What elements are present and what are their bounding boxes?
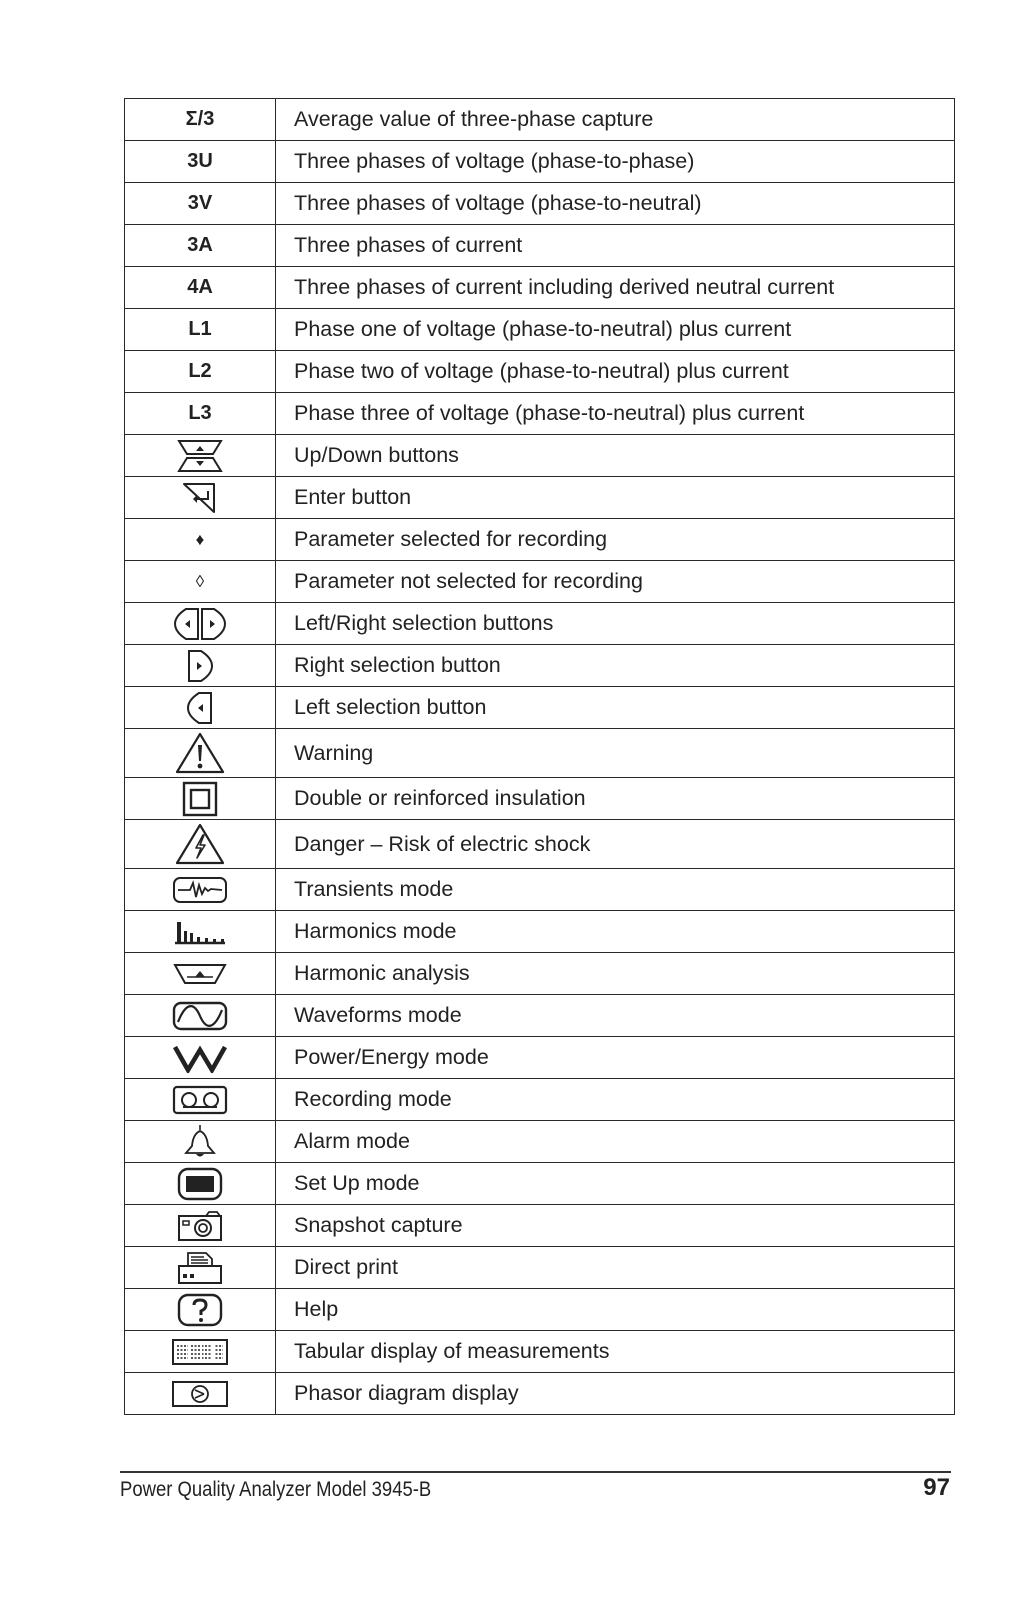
- symbol-cell: [125, 953, 276, 995]
- electric-shock-icon: [174, 822, 226, 866]
- symbol-cell: 3A: [125, 225, 276, 267]
- table-row: [125, 477, 955, 519]
- symbol-cell: L2: [125, 351, 276, 393]
- description-cell: Average value of three-phase capture: [276, 99, 955, 141]
- harmonics-mode-icon: [172, 919, 228, 945]
- phasor-diagram-icon: [171, 1380, 229, 1408]
- alarm-mode-icon: [180, 1124, 220, 1160]
- symbol-cell: [125, 820, 276, 869]
- table-row: [125, 1079, 955, 1121]
- table-row: [125, 267, 955, 309]
- symbol-cell: [125, 1373, 276, 1415]
- table-row: [125, 645, 955, 687]
- table-row: [125, 225, 955, 267]
- table-row: [125, 1331, 955, 1373]
- table-row: [125, 953, 955, 995]
- symbol-cell: [125, 729, 276, 778]
- symbol-cell: L1: [125, 309, 276, 351]
- symbol-cell: [125, 1289, 276, 1331]
- description-cell: Harmonics mode: [276, 911, 955, 953]
- table-row: [125, 687, 955, 729]
- table-row: [125, 309, 955, 351]
- table-row: [125, 183, 955, 225]
- transients-mode-icon: [172, 875, 228, 905]
- symbol-cell: [125, 1079, 276, 1121]
- symbol-table: [124, 98, 955, 1415]
- description-cell: Phasor diagram display: [276, 1373, 955, 1415]
- symbol-cell: [125, 477, 276, 519]
- symbol-cell: 3U: [125, 141, 276, 183]
- description-cell: Enter button: [276, 477, 955, 519]
- warning-icon: [174, 731, 226, 775]
- symbol-cell: [125, 869, 276, 911]
- description-cell: Parameter selected for recording: [276, 519, 955, 561]
- table-row: [125, 1205, 955, 1247]
- footer-title: Power Quality Analyzer Model 3945-B: [120, 1478, 432, 1501]
- direct-print-icon: [176, 1251, 224, 1285]
- table-row: [125, 1037, 955, 1079]
- description-cell: Direct print: [276, 1247, 955, 1289]
- table-row: [125, 99, 955, 141]
- description-cell: Snapshot capture: [276, 1205, 955, 1247]
- filled-diamond-icon: ♦: [125, 519, 276, 561]
- symbol-cell: [125, 1331, 276, 1373]
- description-cell: Power/Energy mode: [276, 1037, 955, 1079]
- description-cell: Set Up mode: [276, 1163, 955, 1205]
- description-cell: Phase one of voltage (phase-to-neutral) plus current: [276, 309, 955, 351]
- description-cell: Tabular display of measurements: [276, 1331, 955, 1373]
- hollow-diamond-icon: ◊: [125, 561, 276, 603]
- table-row: [125, 141, 955, 183]
- symbol-cell: 4A: [125, 267, 276, 309]
- description-cell: Help: [276, 1289, 955, 1331]
- recording-mode-icon: [172, 1084, 228, 1116]
- table-row: [125, 729, 955, 778]
- description-cell: Warning: [276, 729, 955, 778]
- symbol-cell: [125, 603, 276, 645]
- description-cell: Double or reinforced insulation: [276, 778, 955, 820]
- description-cell: Harmonic analysis: [276, 953, 955, 995]
- set-up-mode-icon: [176, 1167, 224, 1201]
- description-cell: Alarm mode: [276, 1121, 955, 1163]
- table-row: [125, 820, 955, 869]
- table-row: [125, 1247, 955, 1289]
- description-cell: Danger – Risk of electric shock: [276, 820, 955, 869]
- description-cell: Waveforms mode: [276, 995, 955, 1037]
- symbol-cell: Σ/3: [125, 99, 276, 141]
- symbol-cell: [125, 687, 276, 729]
- double-insulation-icon: [182, 781, 218, 817]
- table-row: [125, 435, 955, 477]
- left-selection-button-icon: [184, 690, 216, 726]
- table-row: [125, 1121, 955, 1163]
- description-cell: Left/Right selection buttons: [276, 603, 955, 645]
- table-row: [125, 351, 955, 393]
- symbol-cell: [125, 435, 276, 477]
- description-cell: Three phases of current including derived neutral current: [276, 267, 955, 309]
- symbol-cell: [125, 1247, 276, 1289]
- description-cell: Parameter not selected for recording: [276, 561, 955, 603]
- description-cell: Phase three of voltage (phase-to-neutral) plus current: [276, 393, 955, 435]
- symbol-cell: [125, 645, 276, 687]
- description-cell: Transients mode: [276, 869, 955, 911]
- symbol-cell: [125, 1205, 276, 1247]
- table-row: [125, 911, 955, 953]
- left-right-selection-buttons-icon: [172, 606, 228, 642]
- table-row: [125, 561, 955, 603]
- up-down-buttons-icon: [176, 438, 224, 474]
- description-cell: Recording mode: [276, 1079, 955, 1121]
- symbol-cell: [125, 911, 276, 953]
- page-number: 97: [923, 1474, 950, 1501]
- table-row: [125, 869, 955, 911]
- table-row: [125, 519, 955, 561]
- table-row: [125, 393, 955, 435]
- table-row: [125, 995, 955, 1037]
- description-cell: Phase two of voltage (phase-to-neutral) plus current: [276, 351, 955, 393]
- table-row: [125, 1163, 955, 1205]
- help-icon: [176, 1293, 224, 1327]
- table-row: [125, 603, 955, 645]
- symbol-cell: [125, 1037, 276, 1079]
- symbol-cell: [125, 1121, 276, 1163]
- footer-rule: [120, 1471, 951, 1473]
- table-row: [125, 1289, 955, 1331]
- waveforms-mode-icon: [172, 1000, 228, 1032]
- description-cell: Left selection button: [276, 687, 955, 729]
- description-cell: Up/Down buttons: [276, 435, 955, 477]
- symbol-cell: L3: [125, 393, 276, 435]
- symbol-cell: 3V: [125, 183, 276, 225]
- tabular-display-icon: [171, 1337, 229, 1367]
- power-energy-mode-icon: [172, 1043, 228, 1073]
- description-cell: Three phases of voltage (phase-to-phase): [276, 141, 955, 183]
- enter-button-icon: [180, 481, 220, 515]
- table-row: [125, 778, 955, 820]
- right-selection-button-icon: [184, 648, 216, 684]
- symbol-cell: [125, 995, 276, 1037]
- description-cell: Right selection button: [276, 645, 955, 687]
- table-row: [125, 1373, 955, 1415]
- symbol-cell: [125, 778, 276, 820]
- symbol-cell: [125, 1163, 276, 1205]
- snapshot-capture-icon: [176, 1210, 224, 1242]
- description-cell: Three phases of current: [276, 225, 955, 267]
- description-cell: Three phases of voltage (phase-to-neutral): [276, 183, 955, 225]
- harmonic-analysis-icon: [172, 962, 228, 986]
